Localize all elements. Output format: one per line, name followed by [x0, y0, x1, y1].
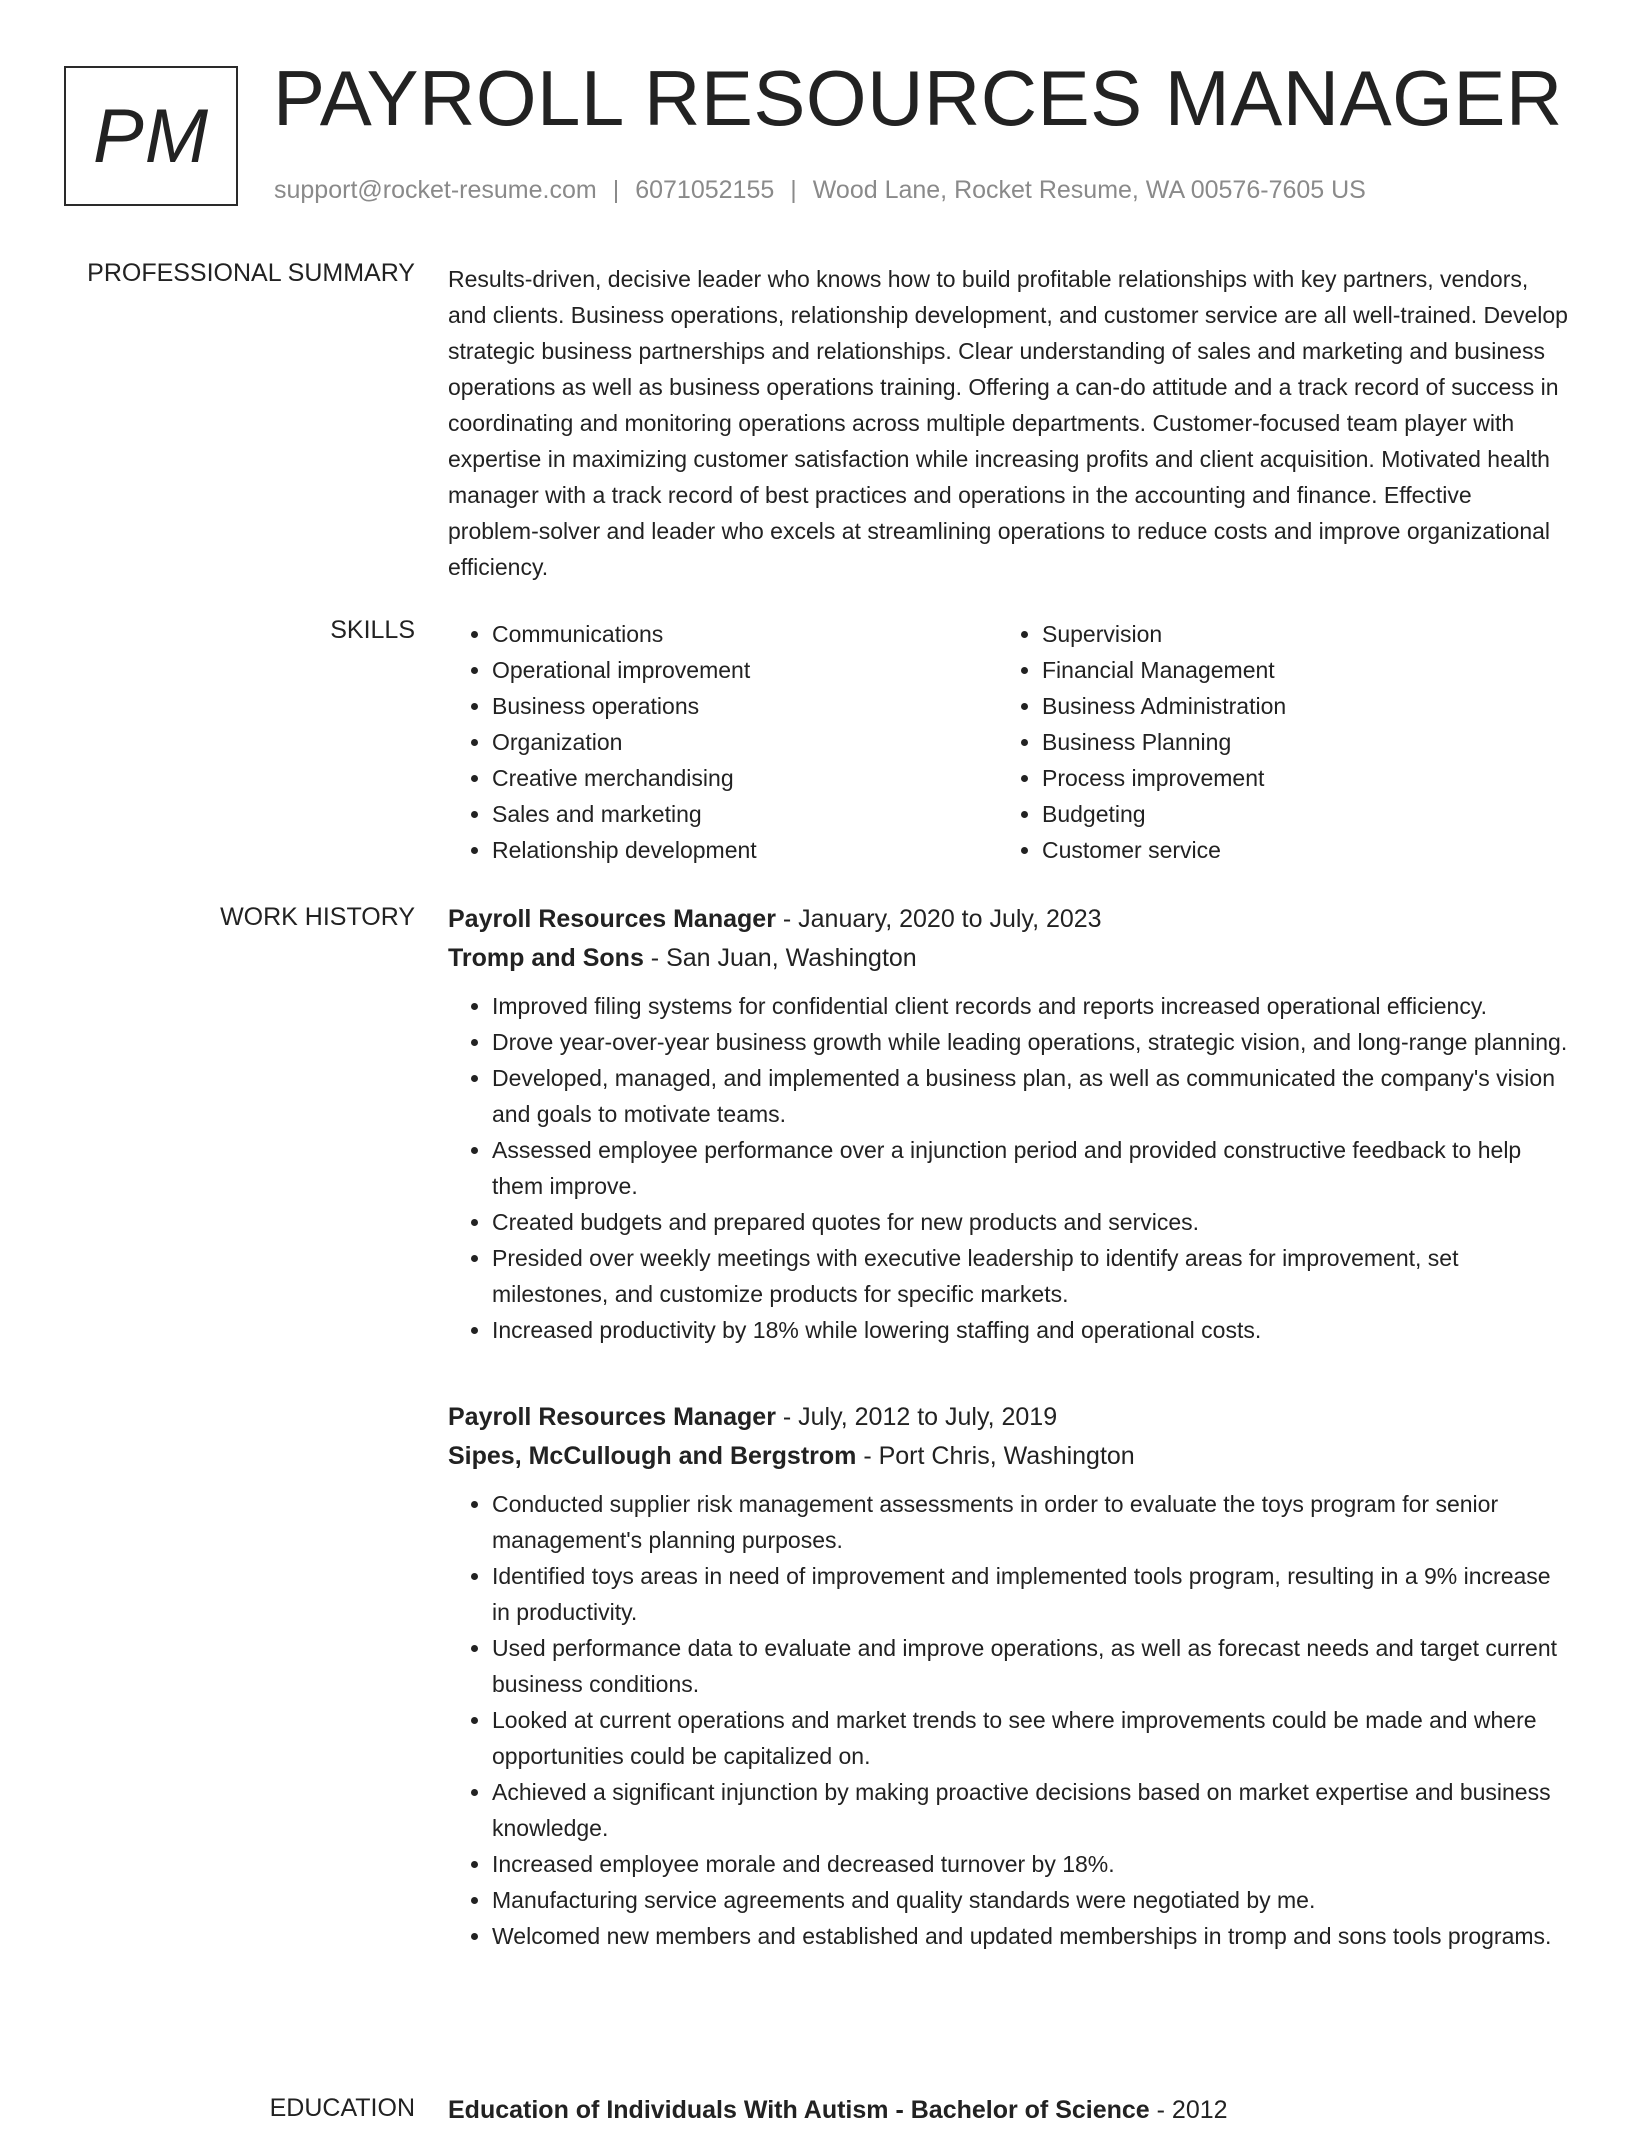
job-dates: - January, 2020 to July, 2023 — [775, 905, 1102, 933]
job-company: Sipes, McCullough and Bergstrom — [448, 1442, 857, 1470]
page-title: PAYROLL RESOURCES MANAGER — [273, 54, 1563, 142]
summary-heading: PROFESSIONAL SUMMARY — [87, 259, 415, 287]
job-bullet: • Used performance data to evaluate and improve operations, as well as forecast needs and target current business conditions. — [492, 1630, 1568, 1702]
contact-line — [274, 176, 1366, 205]
skill-item: • Budgeting — [1042, 796, 1548, 832]
skill-item: • Business operations — [492, 688, 998, 724]
job-bullet: • Identified toys areas in need of improvement and implemented tools program, resulting in a 9% increase in productivity. — [492, 1558, 1568, 1630]
job-location: - San Juan, Washington — [643, 944, 917, 972]
phone-text: 6071052155 — [635, 176, 775, 204]
email-text: support@rocket-resume.com — [274, 176, 597, 204]
skill-item: • Process improvement — [1042, 760, 1548, 796]
job-bullet: • Presided over weekly meetings with executive leadership to identify areas for improvement, set milestones, and customize products for specific markets. — [492, 1240, 1568, 1312]
job-company: Tromp and Sons — [448, 944, 644, 972]
job-bullet: • Increased employee morale and decreased turnover by 18%. — [492, 1846, 1568, 1882]
work-history-heading: WORK HISTORY — [220, 903, 415, 931]
job-bullet: • Improved filing systems for confidential client records and reports increased operational efficiency. — [492, 988, 1568, 1024]
skills-list-left — [448, 616, 998, 868]
job-bullet: • Assessed employee performance over a injunction period and provided constructive feedback to help them improve. — [492, 1132, 1568, 1204]
job-entry — [448, 900, 1568, 1348]
skill-item: • Communications — [492, 616, 998, 652]
summary-text: Results-driven, decisive leader who knows how to build profitable relationships with key partners, vendors, and clients. Business operations, relationship development, and customer service are all well-trained. Develop strategic business partnerships and relationships. Clear understanding of sales and marketing and business operations as well as business operations training. Offering a can-do attitude and a track record of success in coordinating and monitoring operations across multiple departments. Customer-focused team player with expertise in maximizing customer satisfaction while increasing profits and client acquisition. Motivated health manager with a track record of best practices and operations in the accounting and finance. Effective problem-solver and leader who excels at streamlining operations to reduce costs and improve organizational efficiency. — [448, 266, 1568, 580]
job-bullet: • Welcomed new members and established and updated memberships in tromp and sons tools programs. — [492, 1918, 1568, 1954]
job-bullet: • Created budgets and prepared quotes for new products and services. — [492, 1204, 1568, 1240]
skills-list-right — [998, 616, 1548, 868]
skill-item: • Business Planning — [1042, 724, 1548, 760]
job-bullet: • Conducted supplier risk management assessments in order to evaluate the toys program for senior management's planning purposes. — [492, 1486, 1568, 1558]
education-year: - 2012 — [1149, 2096, 1228, 2124]
skill-item: • Operational improvement — [492, 652, 998, 688]
skill-item: • Business Administration — [1042, 688, 1548, 724]
job-company-line — [448, 1437, 1568, 1476]
job-bullet: • Looked at current operations and market trends to see where improvements could be made and where opportunities could be capitalized on. — [492, 1702, 1568, 1774]
contact-separator: | — [790, 176, 797, 204]
skill-item: • Supervision — [1042, 616, 1548, 652]
job-entry — [448, 1398, 1568, 1954]
education-program: Education of Individuals With Autism - Bachelor of Science — [448, 2096, 1150, 2124]
skills-heading: SKILLS — [330, 616, 415, 644]
address-text: Wood Lane, Rocket Resume, WA 00576-7605 US — [812, 176, 1366, 204]
job-title-line — [448, 900, 1568, 939]
job-bullets — [448, 988, 1568, 1348]
job-dates: - July, 2012 to July, 2019 — [775, 1403, 1058, 1431]
education-heading: EDUCATION — [269, 2094, 415, 2122]
job-location: - Port Chris, Washington — [856, 1442, 1135, 1470]
skill-item: • Relationship development — [492, 832, 998, 868]
skill-item: • Sales and marketing — [492, 796, 998, 832]
skill-item: • Creative merchandising — [492, 760, 998, 796]
job-title: Payroll Resources Manager — [448, 905, 776, 933]
contact-separator: | — [612, 176, 620, 204]
monogram-logo: PM — [64, 66, 238, 206]
skill-item: • Organization — [492, 724, 998, 760]
education-line — [448, 2091, 1568, 2130]
job-bullet: • Manufacturing service agreements and quality standards were negotiated by me. — [492, 1882, 1568, 1918]
job-bullets — [448, 1486, 1568, 1954]
job-title-line — [448, 1398, 1568, 1437]
job-bullet: • Developed, managed, and implemented a business plan, as well as communicated the company's vision and goals to motivate teams. — [492, 1060, 1568, 1132]
job-bullet: • Drove year-over-year business growth while leading operations, strategic vision, and long-range planning. — [492, 1024, 1568, 1060]
job-bullet: • Achieved a significant injunction by making proactive decisions based on market expertise and business knowledge. — [492, 1774, 1568, 1846]
job-title: Payroll Resources Manager — [448, 1403, 776, 1431]
job-bullet: • Increased productivity by 18% while lowering staffing and operational costs. — [492, 1312, 1568, 1348]
skill-item: • Financial Management — [1042, 652, 1548, 688]
skill-item: • Customer service — [1042, 832, 1548, 868]
job-company-line — [448, 939, 1568, 978]
